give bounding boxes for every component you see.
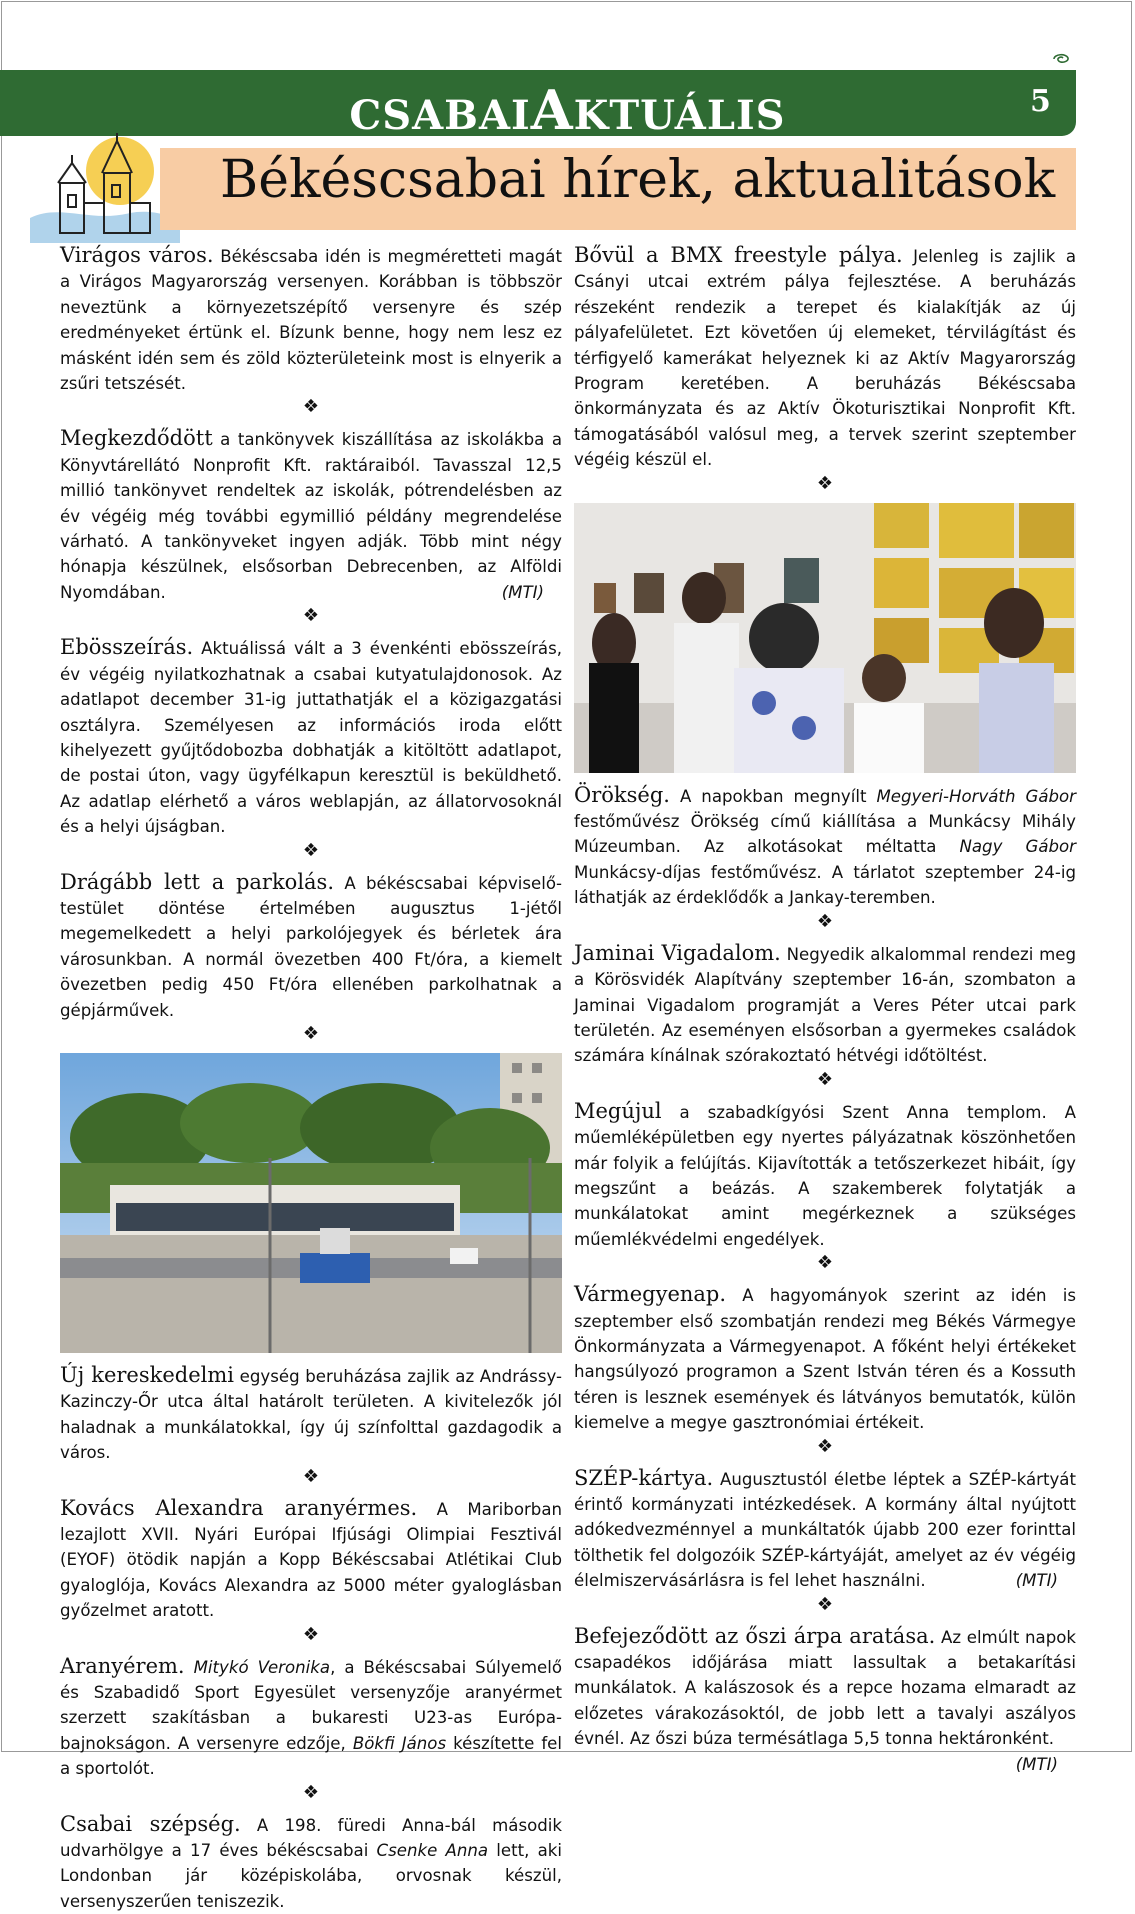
separator-icon: ❖ [302,1781,320,1803]
separator-icon: ❖ [816,1593,834,1615]
article-text: , a Békéscsabai Súlyemelő és Szabadidő Sport Egyesület versenyzője aranyérmet szerzett szakításban a bukaresti U23-as Európa-bajnokságon. A versenyre edzője, [60,1657,562,1753]
separator-icon: ❖ [302,839,320,861]
swirl-ornament-icon [1052,52,1070,66]
exhibition-photo [574,503,1076,773]
article-text: a tankönyvek kiszállítása az iskolákba a Könyvtárellátó Nonprofit Kft. raktáraiból. Tavasszal 12,5 millió tankönyvet rendeltek az iskolák, pótrendelésben az év végéig még további egymillió példány megrendelése várható. A tankönyveket ingyen adják. Több mint négy hónapja készülnek, elsősorban Debrecenben, az Alföldi Nyomdában. [60,430,562,602]
article-text: egység beruházása zajlik az Andrássy-Kazinczy-Őr utca által határolt területen. A kivitelezők jól haladnak a munkálatokkal, így új színfolttal gazdagodik a város. [60,1366,562,1463]
article-lead: Örökség. [574,782,670,807]
article-lead: Aranyérem. [60,1653,185,1678]
article-varmegyenap [574,1282,1076,1435]
article-lead: Virágos város. [60,243,214,267]
article-text: Augusztustól életbe léptek a SZÉP-kártyát érintő kormányzati intézkedések. A kormány által nyújtott adókedvezménnyel a munkáltatók újabb 200 ezer forinttal tölthetik fel dolgozóik SZÉP-kártyáját, amelyet az év végéig élelmiszervásárlásra is fel lehet használni. [574,1469,1076,1591]
separator-icon: ❖ [816,1252,834,1274]
person-name: Megyeri-Horváth Gábor [876,786,1076,806]
article-lead: Ebösszeírás. [60,635,194,660]
article-jaminai-vigadalom [574,941,1076,1069]
article-uj-kereskedelmi [60,1363,562,1466]
article-arpa-aratas [574,1623,1077,1774]
article-lead: Megújul [574,1098,662,1123]
person-name: Bökfi János [352,1733,447,1753]
separator-icon: ❖ [816,1435,834,1457]
article-text: Negyedik alkalommal rendezi meg a Körösvidék Alapítvány szeptember 16-án, szombaton a Jaminai Vigadalom programját a Veres Péter utcai park területén. Az eseményen elsősorban a gyermekes családok számára kínálnak szórakoztató hétvégi időtöltést. [574,944,1077,1066]
article-viragos-varos [60,243,562,396]
section-title: Békéscsabai hírek, aktualitások [220,150,1056,210]
article-megujul [574,1099,1076,1252]
brand-main-initial: A [530,78,574,142]
article-csabai-szepseg [60,1812,562,1914]
article-tankonyvek [60,426,562,605]
article-text: A békéscsabai képviselő-testület döntése értelmében augusztus 1-jétől megemelkedett a helyi parkolójegyek és bérletek ára városunkban. A normál övezetben 400 Ft/óra, a kiemelt övezetben pedig 450 Ft/óra ellenében parkolhatnak a gépjárművek. [60,873,562,1020]
article-lead: SZÉP-kártya. [574,1465,714,1490]
article-aranyerem [60,1654,562,1782]
separator-icon: ❖ [816,910,834,932]
article-lead: Megkezdődött [60,426,213,451]
brand-prefix: CSABAI [349,92,531,139]
separator-icon: ❖ [302,396,320,418]
article-text: Az elmúlt napok csapadékos időjárása miatt lassultak a betakarítási munkálatok. A kalászosok és a repce hozama elmaradt az előzetes várakozásoktól, de jobb lett a tavalyi aszályos évnél. Az őszi búza termésátlaga 5,5 tonna hektáronként. [574,1627,1077,1749]
article-szep-kartya [574,1466,1076,1594]
article-lead: Csabai szépség. [60,1811,241,1836]
article-text: A 198. füredi Anna-bál második udvarhölgye a 17 éves békéscsabai [60,1815,562,1861]
article-lead: Befejeződött az őszi árpa aratása. [574,1623,936,1648]
brand-main-rest: KTUÁLIS [573,92,786,139]
separator-icon: ❖ [816,1068,834,1090]
article-ebosszeiras [60,635,562,839]
article-parkolas [60,870,562,1023]
article-lead: Vármegyenap. [574,1282,727,1307]
article-lead: Drágább lett a parkolás. [60,869,335,894]
separator-icon: ❖ [816,472,834,494]
article-lead: Kovács Alexandra aranyérmes. [60,1495,418,1520]
article-lead: Bővül a BMX freestyle pálya. [574,243,903,267]
page-number: 5 [1030,84,1051,119]
article-text: Békéscsaba idén is megméretteti magát a Virágos Magyarország versenyen. Korábban is többször neveztünk a környezetszépítő versenyre és szép eredményeket értünk el. Bízunk benne, hogy nem lesz ez másként idén sem és zöld közterületeink most is elnyerik a zsűri tetszését. [60,247,562,394]
person-name: Nagy Gábor [959,837,1076,857]
article-text: A Mariborban lezajlott XVII. Nyári Európai Ifjúsági Olimpiai Fesztivál (EYOF) ötödik napján a Kopp Békéscsabai Atlétikai Club gyaloglója, Kovács Alexandra az 5000 méter gyaloglásban győzelmet aratott. [60,1499,563,1621]
article-orokseg [574,783,1076,911]
construction-site-photo [60,1053,562,1353]
article-kovacs-alexandra [60,1496,562,1624]
source-tag: (MTI) [1015,1754,1058,1774]
article-text: Aktuálissá vált a 3 évenkénti ebösszeírás, év végéig nyilatkozhatnak a csabai kutyatulajdonosok. Az adatlapot december 31-ig juttathatják el a közigazgatási osztályra. Személyesen az információs iroda előtt kihelyezett gyűjtődobozba dobhatják a kitöltött adatlapot, de postai úton, vagy ügyfélkapun keresztül is beküldhető. Az adatlap elérhető a város weblapján, az állatorvosoknál és a helyi újságban. [60,639,562,837]
article-lead: Új kereskedelmi [60,1362,235,1387]
article-lead: Jaminai Vigadalom. [574,940,781,965]
source-tag: (MTI) [1015,1571,1058,1591]
person-name: Csenke Anna [376,1841,489,1861]
right-column [574,243,1076,1777]
separator-icon: ❖ [302,1022,320,1044]
article-text: Munkácsy-díjas festőművész. A tárlatot szeptember 24-ig láthatják az érdeklődők a Jankay-teremben. [574,862,1076,908]
article-text: készítette fel a sportolót. [60,1733,562,1779]
person-name: Mitykó Veronika [193,1657,331,1677]
separator-icon: ❖ [302,1623,320,1645]
left-column [60,243,562,1914]
church-logo-icon [30,133,180,243]
article-text: A napokban megnyílt [669,786,877,806]
article-bmx-palya [574,243,1076,473]
article-text: festőművész Örökség című kiállítása a Munkácsy Mihály Múzeumban. Az alkotásokat méltatta [574,812,1076,857]
article-text: Jelenleg is zajlik a Csányi utcai extrém pálya fejlesztése. A beruházás részeként rendezik a terepet és kialakítják az új pályafelületet. Ezt követően új elemeket, térvilágítást és térfigyelő kamerákat helyeznek ki az Aktív Magyarország Program keretében. A beruházás Békéscsaba önkormányzata és az Aktív Ökoturisztikai Nonprofit Kft. támogatásából valósul meg, a tervek szerint szeptember végéig készül el. [574,247,1076,470]
article-text: lett, aki Londonban jár középiskolába, orvosnak készül, versenyszerűen teniszezik. [60,1841,562,1911]
article-text: A hagyományok szerint az idén is szeptember első szombatján rendezi meg Békés Vármegye Önkormányzata a Vármegyenapot. A főként helyi értékeket hangsúlyozó programon a Szent István téren és a Kossuth téren is lesznek események és látványos bemutatók, külön kiemelve a megye gasztronómiai értékeit. [574,1286,1076,1433]
article-text: a szabadkígyósi Szent Anna templom. A műemléképületben egy nyertes pályázatnak köszönhetően már folyik a felújítás. Kijavították a tetőszerkezet hibáit, így megszűnt a beázás. A szakemberek folytatják a munkálatokat amint megérkeznek a szükséges műemlékvédelmi engedélyek. [574,1102,1076,1249]
source-tag: (MTI) [501,582,544,602]
separator-icon: ❖ [302,1465,320,1487]
separator-icon: ❖ [302,605,320,627]
